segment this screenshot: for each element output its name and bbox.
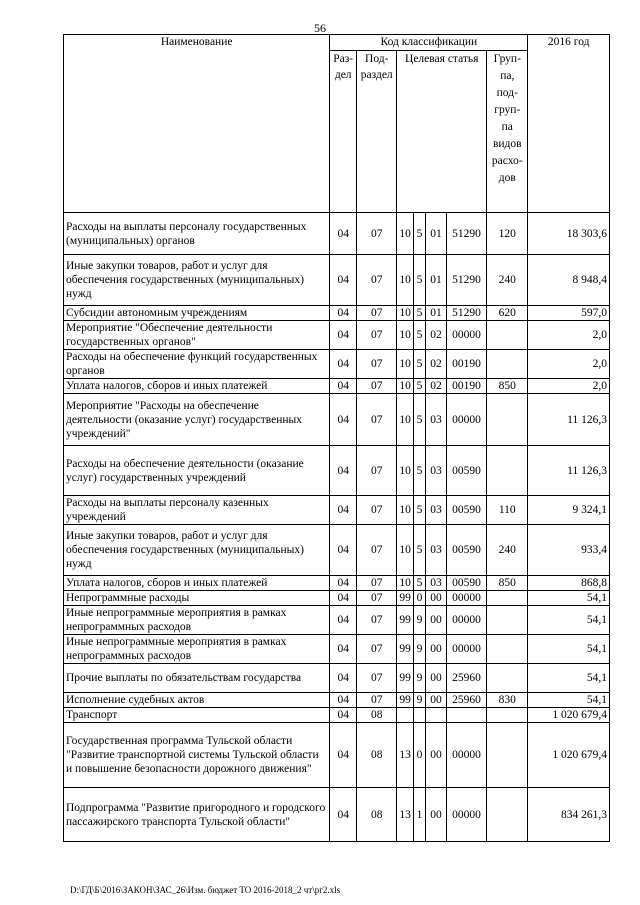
cell-group xyxy=(487,350,528,379)
cell-group xyxy=(487,664,528,693)
cell-podrazdel: 07 xyxy=(357,306,397,321)
cell-t1: 10 xyxy=(397,350,414,379)
cell-group: 240 xyxy=(487,525,528,576)
cell-t4: 51290 xyxy=(446,213,486,255)
cell-razdel: 04 xyxy=(330,693,357,708)
cell-t1: 10 xyxy=(397,525,414,576)
table-row xyxy=(64,350,610,379)
cell-amount: 933,4 xyxy=(528,525,610,576)
cell-amount: 11 126,3 xyxy=(528,446,610,496)
cell-amount: 54,1 xyxy=(528,635,610,664)
cell-group: 620 xyxy=(487,306,528,321)
cell-podrazdel: 07 xyxy=(357,664,397,693)
cell-name: Государственная программа Тульской области "Развитие транспортной системы Тульской области и повышение безопасности дорожного движения" xyxy=(64,723,330,788)
header-classification: Код классификации xyxy=(330,35,528,51)
cell-t3: 03 xyxy=(426,496,447,525)
cell-t2: 5 xyxy=(413,350,425,379)
cell-t3: 03 xyxy=(426,525,447,576)
table-row xyxy=(64,606,610,635)
cell-amount: 868,8 xyxy=(528,576,610,591)
cell-t2: 9 xyxy=(413,664,425,693)
cell-group: 830 xyxy=(487,693,528,708)
cell-t3: 00 xyxy=(426,664,447,693)
cell-t4: 51290 xyxy=(446,306,486,321)
cell-razdel: 04 xyxy=(330,306,357,321)
cell-t3: 00 xyxy=(426,635,447,664)
cell-name: Иные закупки товаров, работ и услуг для обеспечения государственных (муниципальных) нужд xyxy=(64,525,330,576)
table-row xyxy=(64,723,610,788)
cell-t1: 99 xyxy=(397,606,414,635)
cell-t1: 10 xyxy=(397,394,414,446)
cell-t4: 00590 xyxy=(446,525,486,576)
cell-t4: 25960 xyxy=(446,664,486,693)
cell-t1: 13 xyxy=(397,788,414,842)
cell-t2: 0 xyxy=(413,591,425,606)
cell-razdel: 04 xyxy=(330,446,357,496)
cell-podrazdel: 08 xyxy=(357,723,397,788)
cell-t1: 10 xyxy=(397,379,414,394)
cell-amount: 2,0 xyxy=(528,350,610,379)
cell-podrazdel: 07 xyxy=(357,321,397,350)
cell-t1: 99 xyxy=(397,635,414,664)
cell-t3: 02 xyxy=(426,321,447,350)
cell-t3: 03 xyxy=(426,394,447,446)
cell-t3: 00 xyxy=(426,723,447,788)
cell-name: Мероприятие "Обеспечение деятельности государственных органов" xyxy=(64,321,330,350)
cell-group: 850 xyxy=(487,576,528,591)
cell-name: Мероприятие "Расходы на обеспечение деятельности (оказание услуг) государственных учреждений" xyxy=(64,394,330,446)
cell-t1: 13 xyxy=(397,723,414,788)
table-row xyxy=(64,255,610,306)
cell-podrazdel: 07 xyxy=(357,606,397,635)
cell-t2: 5 xyxy=(413,213,425,255)
cell-t4: 00590 xyxy=(446,496,486,525)
cell-amount: 597,0 xyxy=(528,306,610,321)
cell-t4: 25960 xyxy=(446,693,486,708)
cell-amount: 2,0 xyxy=(528,321,610,350)
cell-amount: 11 126,3 xyxy=(528,394,610,446)
cell-t1: 10 xyxy=(397,255,414,306)
cell-podrazdel: 07 xyxy=(357,446,397,496)
cell-t3: 03 xyxy=(426,576,447,591)
cell-group xyxy=(487,606,528,635)
cell-podrazdel: 07 xyxy=(357,576,397,591)
cell-t2: 5 xyxy=(413,321,425,350)
cell-name: Непрограммные расходы xyxy=(64,591,330,606)
cell-podrazdel: 07 xyxy=(357,255,397,306)
cell-t3: 00 xyxy=(426,606,447,635)
cell-t1: 10 xyxy=(397,321,414,350)
cell-amount: 54,1 xyxy=(528,591,610,606)
header-razdel: Раз- дел xyxy=(330,51,357,213)
cell-t3 xyxy=(426,708,447,723)
cell-t3: 00 xyxy=(426,788,447,842)
cell-t4: 00000 xyxy=(446,591,486,606)
cell-amount: 834 261,3 xyxy=(528,788,610,842)
header-podrazdel: Под- раздел xyxy=(357,51,397,213)
cell-group xyxy=(487,394,528,446)
cell-t2: 5 xyxy=(413,525,425,576)
cell-t1: 10 xyxy=(397,496,414,525)
cell-t2: 5 xyxy=(413,379,425,394)
cell-t2: 9 xyxy=(413,635,425,664)
cell-t2: 5 xyxy=(413,446,425,496)
cell-razdel: 04 xyxy=(330,496,357,525)
cell-group xyxy=(487,723,528,788)
cell-t3: 00 xyxy=(426,693,447,708)
cell-t1: 10 xyxy=(397,446,414,496)
cell-t1: 10 xyxy=(397,306,414,321)
cell-t3: 02 xyxy=(426,379,447,394)
cell-t2: 9 xyxy=(413,693,425,708)
cell-name: Транспорт xyxy=(64,708,330,723)
cell-t2 xyxy=(413,708,425,723)
cell-t3: 01 xyxy=(426,306,447,321)
table-row xyxy=(64,496,610,525)
cell-group xyxy=(487,446,528,496)
cell-name: Прочие выплаты по обязательствам государства xyxy=(64,664,330,693)
table-row xyxy=(64,635,610,664)
cell-razdel: 04 xyxy=(330,723,357,788)
cell-t3: 01 xyxy=(426,255,447,306)
cell-t1: 99 xyxy=(397,591,414,606)
table-row xyxy=(64,321,610,350)
cell-name: Исполнение судебных актов xyxy=(64,693,330,708)
cell-group: 120 xyxy=(487,213,528,255)
cell-t2: 5 xyxy=(413,306,425,321)
cell-group xyxy=(487,708,528,723)
table-header xyxy=(64,35,610,213)
cell-t4: 00000 xyxy=(446,723,486,788)
cell-amount: 1 020 679,4 xyxy=(528,723,610,788)
cell-t1: 10 xyxy=(397,576,414,591)
cell-amount: 2,0 xyxy=(528,379,610,394)
cell-t2: 5 xyxy=(413,255,425,306)
cell-podrazdel: 07 xyxy=(357,213,397,255)
cell-name: Уплата налогов, сборов и иных платежей xyxy=(64,576,330,591)
cell-amount: 1 020 679,4 xyxy=(528,708,610,723)
table-row xyxy=(64,446,610,496)
cell-t4: 00000 xyxy=(446,606,486,635)
table-row xyxy=(64,394,610,446)
cell-t2: 5 xyxy=(413,496,425,525)
cell-t3: 00 xyxy=(426,591,447,606)
budget-table xyxy=(63,34,610,842)
cell-razdel: 04 xyxy=(330,788,357,842)
cell-group: 110 xyxy=(487,496,528,525)
cell-t4: 00000 xyxy=(446,788,486,842)
cell-name: Иные непрограммные мероприятия в рамках непрограммных расходов xyxy=(64,635,330,664)
cell-group xyxy=(487,591,528,606)
table-row xyxy=(64,379,610,394)
cell-podrazdel: 07 xyxy=(357,591,397,606)
cell-t4: 51290 xyxy=(446,255,486,306)
cell-group xyxy=(487,788,528,842)
cell-razdel: 04 xyxy=(330,379,357,394)
cell-t4: 00000 xyxy=(446,635,486,664)
cell-t2: 1 xyxy=(413,788,425,842)
cell-name: Уплата налогов, сборов и иных платежей xyxy=(64,379,330,394)
cell-t2: 5 xyxy=(413,576,425,591)
cell-razdel: 04 xyxy=(330,591,357,606)
cell-name: Субсидии автономным учреждениям xyxy=(64,306,330,321)
cell-podrazdel: 08 xyxy=(357,708,397,723)
table-row xyxy=(64,591,610,606)
cell-razdel: 04 xyxy=(330,255,357,306)
cell-t1: 99 xyxy=(397,664,414,693)
cell-t3: 02 xyxy=(426,350,447,379)
cell-group: 240 xyxy=(487,255,528,306)
cell-podrazdel: 07 xyxy=(357,496,397,525)
header-year: 2016 год xyxy=(528,35,610,213)
cell-name: Подпрограмма "Развитие пригородного и городского пассажирского транспорта Тульской области" xyxy=(64,788,330,842)
cell-t3: 01 xyxy=(426,213,447,255)
cell-t1: 99 xyxy=(397,693,414,708)
cell-group xyxy=(487,321,528,350)
table-row xyxy=(64,306,610,321)
page-number: 56 xyxy=(314,21,326,35)
cell-name: Расходы на выплаты персоналу государственных (муниципальных) органов xyxy=(64,213,330,255)
cell-razdel: 04 xyxy=(330,606,357,635)
cell-razdel: 04 xyxy=(330,525,357,576)
cell-group xyxy=(487,635,528,664)
cell-razdel: 04 xyxy=(330,708,357,723)
cell-t1 xyxy=(397,708,414,723)
file-path-footer: D:\ГД\Б\2016\ЗАКОН\ЗАС_26\Изм. бюджет ТО 2016-2018_2 чт\рг2.xls xyxy=(70,885,341,895)
cell-razdel: 04 xyxy=(330,664,357,693)
cell-name: Расходы на обеспечение деятельности (оказание услуг) государственных учреждений xyxy=(64,446,330,496)
cell-amount: 54,1 xyxy=(528,664,610,693)
cell-t4: 00000 xyxy=(446,321,486,350)
cell-razdel: 04 xyxy=(330,635,357,664)
cell-razdel: 04 xyxy=(330,350,357,379)
cell-t4: 00190 xyxy=(446,350,486,379)
cell-razdel: 04 xyxy=(330,576,357,591)
cell-t3: 03 xyxy=(426,446,447,496)
cell-podrazdel: 07 xyxy=(357,350,397,379)
cell-razdel: 04 xyxy=(330,394,357,446)
table-row xyxy=(64,708,610,723)
cell-t1: 10 xyxy=(397,213,414,255)
cell-name: Расходы на выплаты персоналу казенных учреждений xyxy=(64,496,330,525)
cell-amount: 18 303,6 xyxy=(528,213,610,255)
cell-t4 xyxy=(446,708,486,723)
cell-podrazdel: 07 xyxy=(357,394,397,446)
cell-podrazdel: 07 xyxy=(357,635,397,664)
cell-razdel: 04 xyxy=(330,213,357,255)
table-row xyxy=(64,213,610,255)
cell-amount: 9 324,1 xyxy=(528,496,610,525)
cell-podrazdel: 07 xyxy=(357,693,397,708)
cell-t2: 0 xyxy=(413,723,425,788)
header-name: Наименование xyxy=(64,35,330,213)
header-group: Груп- па, под- груп- па видов расхо- дов xyxy=(487,51,528,213)
table-row xyxy=(64,525,610,576)
cell-t2: 5 xyxy=(413,394,425,446)
cell-podrazdel: 07 xyxy=(357,525,397,576)
table-row xyxy=(64,576,610,591)
cell-razdel: 04 xyxy=(330,321,357,350)
cell-t4: 00590 xyxy=(446,446,486,496)
cell-name: Иные непрограммные мероприятия в рамках непрограммных расходов xyxy=(64,606,330,635)
cell-podrazdel: 08 xyxy=(357,788,397,842)
table-row xyxy=(64,693,610,708)
cell-amount: 54,1 xyxy=(528,606,610,635)
table-row xyxy=(64,788,610,842)
cell-amount: 8 948,4 xyxy=(528,255,610,306)
table-row xyxy=(64,664,610,693)
cell-t4: 00190 xyxy=(446,379,486,394)
header-target: Целевая статья xyxy=(397,51,487,213)
cell-amount: 54,1 xyxy=(528,693,610,708)
cell-name: Расходы на обеспечение функций государственных органов xyxy=(64,350,330,379)
cell-name: Иные закупки товаров, работ и услуг для обеспечения государственных (муниципальных) нужд xyxy=(64,255,330,306)
cell-t4: 00000 xyxy=(446,394,486,446)
cell-t2: 9 xyxy=(413,606,425,635)
cell-group: 850 xyxy=(487,379,528,394)
cell-t4: 00590 xyxy=(446,576,486,591)
table-body xyxy=(64,213,610,842)
cell-podrazdel: 07 xyxy=(357,379,397,394)
